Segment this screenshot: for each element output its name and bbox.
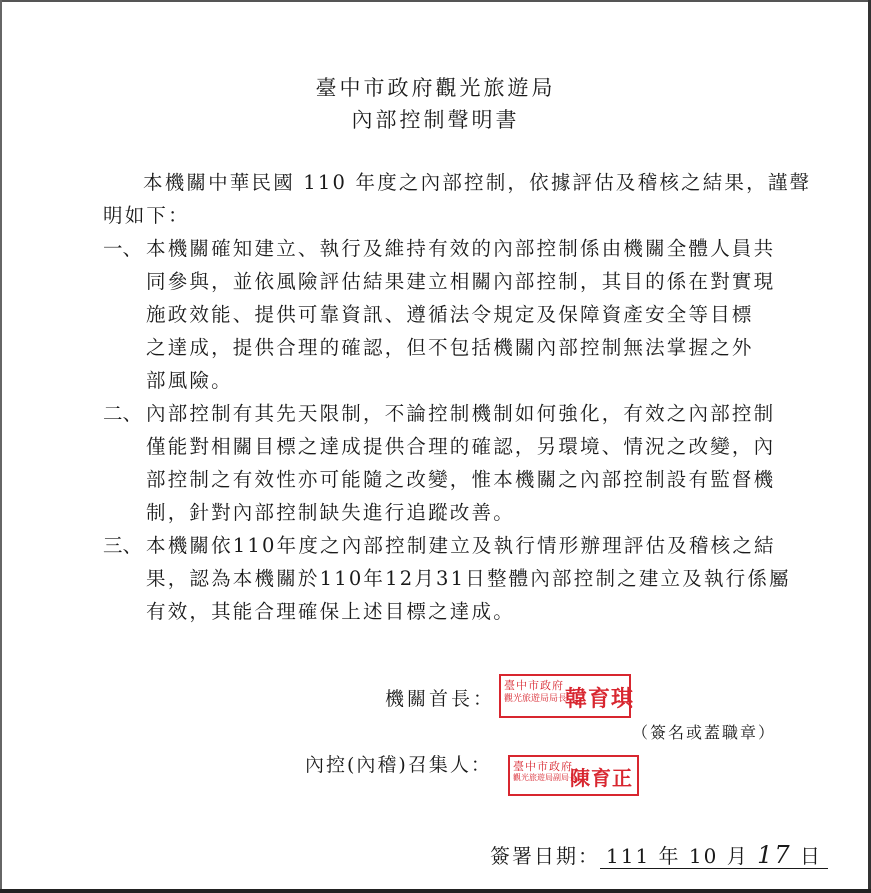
convener-label: 內控(內稽)召集人： xyxy=(305,754,492,776)
item-line: 施政效能、提供可靠資訊、遵循法令規定及保障資產安全等目標 xyxy=(146,303,754,326)
item-line: 本機關依110年度之內部控制建立及執行情形辦理評估及稽核之結 xyxy=(146,534,776,557)
intro-line: 明如下： xyxy=(103,204,190,227)
date-label: 簽署日期： xyxy=(490,844,600,868)
signing-date xyxy=(490,840,828,869)
seal-title-text: 觀光旅遊局局長 xyxy=(504,694,568,704)
item-line: 之達成，提供合理的確認，但不包括機關內部控制無法掌握之外 xyxy=(146,336,754,359)
date-year: 111 xyxy=(606,844,651,868)
date-year-unit: 年 xyxy=(658,844,681,868)
item-line: 部控制之有效性亦可能隨之改變，惟本機關之內部控制設有監督機 xyxy=(146,468,776,491)
page-border-bottom xyxy=(0,889,871,893)
item-line: 同參與，並依風險評估結果建立相關內部控制，其目的係在對實現 xyxy=(146,270,776,293)
item-line: 部風險。 xyxy=(146,369,233,392)
item-line: 有效，其能合理確保上述目標之達成。 xyxy=(146,600,515,623)
head-seal xyxy=(499,674,635,718)
item-line: 制，針對內部控制缺失進行追蹤改善。 xyxy=(146,501,515,524)
date-month-unit: 月 xyxy=(726,844,749,868)
item-line: 內部控制有其先天限制，不論控制機制如何強化，有效之內部控制 xyxy=(146,402,776,425)
document-title: 內部控制聲明書 xyxy=(351,108,520,132)
date-value xyxy=(600,841,828,869)
item-line: 果，認為本機關於110年12月31日整體內部控制之建立及執行係屬 xyxy=(146,567,791,590)
seal-org-text: 臺中市政府 xyxy=(513,760,573,773)
item-number: 二、 xyxy=(103,402,143,425)
head-label: 機關首長： xyxy=(385,688,496,710)
item-number: 一、 xyxy=(103,237,143,260)
seal-name-text: 韓育琪 xyxy=(565,687,635,712)
item-number: 三、 xyxy=(103,534,143,557)
page-border-top xyxy=(0,0,871,2)
seal-org-text: 臺中市政府 xyxy=(504,679,564,692)
date-month: 10 xyxy=(688,844,719,868)
intro-line: 本機關中華民國 110 年度之內部控制，依據評估及稽核之結果，謹聲 xyxy=(143,171,812,194)
seal-name-text: 陳育正 xyxy=(570,766,633,790)
date-day: 17 xyxy=(757,841,792,869)
org-title: 臺中市政府觀光旅遊局 xyxy=(315,76,556,100)
signature-note: （簽名或蓋職章） xyxy=(632,723,777,742)
convener-seal xyxy=(508,755,639,796)
date-day-unit: 日 xyxy=(799,844,822,868)
seal-title-text: 觀光旅遊局副局長 xyxy=(513,773,577,782)
item-line: 僅能對相關目標之達成提供合理的確認，另環境、情況之改變，內 xyxy=(146,435,776,458)
item-line: 本機關確知建立、執行及維持有效的內部控制係由機關全體人員共 xyxy=(146,237,776,260)
